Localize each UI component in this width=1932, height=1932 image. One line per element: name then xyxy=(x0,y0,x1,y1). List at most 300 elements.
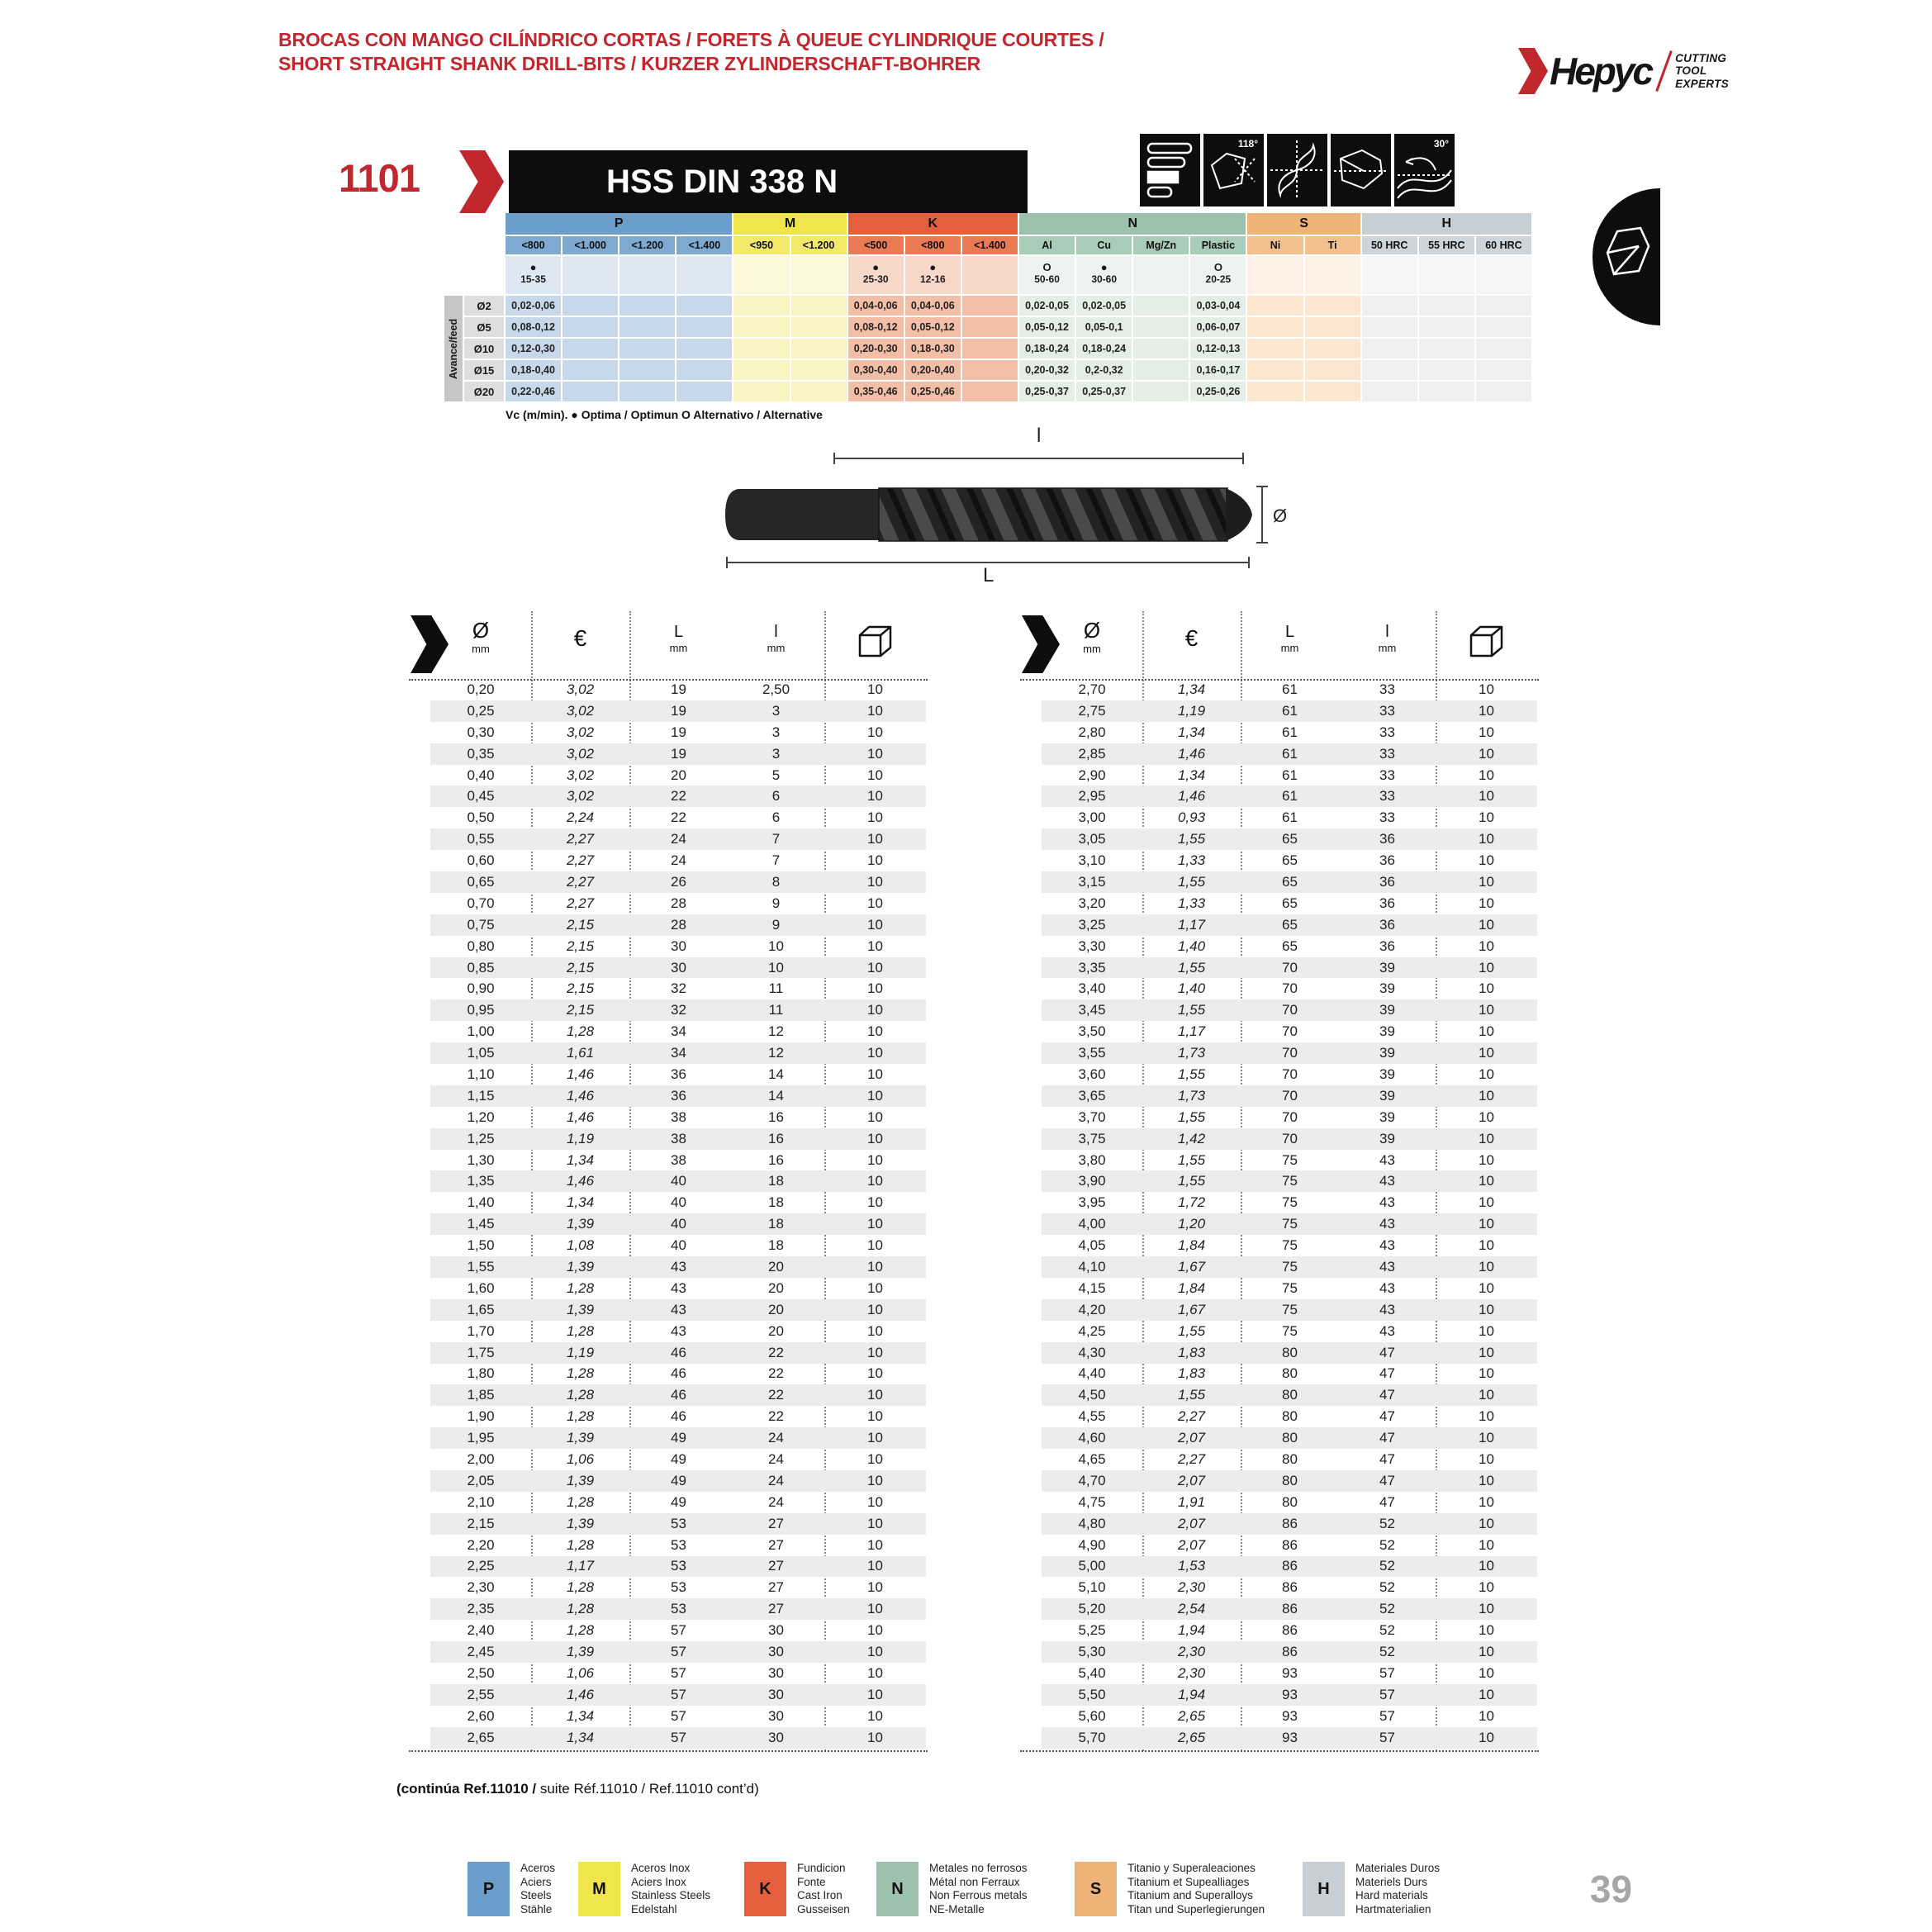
pack-qty-cell: 10 xyxy=(1479,1279,1494,1296)
feed-value-cell xyxy=(791,360,847,380)
table-row xyxy=(1042,1021,1537,1042)
pack-qty-cell: 10 xyxy=(867,1066,883,1082)
helix-angle-label: 30° xyxy=(1433,138,1449,150)
total-length-cell: 46 xyxy=(671,1365,686,1382)
feed-value-cell: 0,35-0,46 xyxy=(848,382,904,401)
feed-value-cell xyxy=(1247,360,1303,380)
price-cell: 1,83 xyxy=(1177,1344,1206,1360)
diameter-cell: 1,75 xyxy=(467,1344,495,1360)
material-group-header: K xyxy=(848,213,1018,235)
price-cell: 1,39 xyxy=(566,1515,595,1531)
feed-value-cell: 0,25-0,37 xyxy=(1019,382,1075,401)
diameter-cell: 4,80 xyxy=(1078,1515,1106,1531)
feed-value-cell xyxy=(563,317,618,337)
pack-qty-cell: 10 xyxy=(867,1601,883,1617)
spacer xyxy=(444,256,504,294)
price-cell: 1,06 xyxy=(566,1451,595,1467)
table-row xyxy=(1042,1150,1537,1171)
pack-qty-cell: 10 xyxy=(867,1493,883,1510)
vc-cell xyxy=(676,256,732,294)
param-subheader: 55 HRC xyxy=(1419,236,1474,254)
price-cell: 1,73 xyxy=(1177,1045,1206,1061)
flute-length-cell: 9 xyxy=(771,916,781,933)
flute-length-cell: 33 xyxy=(1379,681,1395,697)
page-title-line2: SHORT STRAIGHT SHANK DRILL-BITS / KURZER ZYLINDERSCHAFT-BOHRER xyxy=(278,53,981,74)
diameter-cell: 2,45 xyxy=(467,1644,495,1660)
feed-value-cell xyxy=(1133,360,1189,380)
feed-value-cell: 0,18-0,24 xyxy=(1019,339,1075,358)
param-subheader: <1.000 xyxy=(563,236,618,254)
table-row xyxy=(1042,743,1537,765)
diameter-cell: 3,75 xyxy=(1078,1130,1106,1146)
pack-qty-cell: 10 xyxy=(1479,681,1494,697)
feed-value-cell xyxy=(1476,339,1531,358)
diameter-cell: 3,20 xyxy=(1078,895,1106,911)
flute-length-cell: 27 xyxy=(768,1515,784,1531)
table-row xyxy=(1042,1706,1537,1727)
feed-value-cell xyxy=(1133,317,1189,337)
param-subheader: Ti xyxy=(1305,236,1360,254)
pack-qty-cell: 10 xyxy=(1479,895,1494,911)
table-row xyxy=(430,1256,926,1278)
diameter-cell: 3,35 xyxy=(1078,959,1106,975)
table-row xyxy=(430,1128,926,1150)
table-row xyxy=(430,1107,926,1128)
flute-length-cell: 9 xyxy=(771,895,781,911)
feed-value-cell xyxy=(563,296,618,316)
table-row xyxy=(1042,1535,1537,1556)
diameter-cell: 0,80 xyxy=(467,938,495,954)
pack-qty-cell: 10 xyxy=(867,873,883,890)
price-cell: 1,19 xyxy=(566,1130,595,1146)
flute-length-cell: 47 xyxy=(1379,1408,1395,1425)
table-row xyxy=(430,1406,926,1427)
feed-value-cell xyxy=(1133,339,1189,358)
pack-qty-cell: 10 xyxy=(867,767,883,783)
price-cell: 3,02 xyxy=(566,745,595,762)
flute-length-cell: 18 xyxy=(768,1216,784,1232)
flute-length-cell: 16 xyxy=(768,1130,784,1146)
continuation-note: (continúa Ref.11010 / suite Réf.11010 / Ref.11010 cont’d) xyxy=(396,1781,759,1797)
diameter-label: Ø xyxy=(1273,506,1288,526)
table-row xyxy=(1042,1278,1537,1299)
param-subheader: <500 xyxy=(848,236,904,254)
diameter-cell: 3,95 xyxy=(1078,1194,1106,1211)
feed-value-cell xyxy=(1419,317,1474,337)
feed-value-cell xyxy=(791,339,847,358)
table-row xyxy=(430,1556,926,1578)
price-cell: 1,61 xyxy=(566,1045,595,1061)
total-length-cell: 93 xyxy=(1282,1729,1298,1745)
total-length-cell: 86 xyxy=(1282,1601,1298,1617)
price-cell: 3,02 xyxy=(566,702,595,719)
flute-length-cell: 30 xyxy=(768,1707,784,1724)
flute-length-cell: 27 xyxy=(768,1536,784,1553)
material-letter-box: K xyxy=(744,1862,786,1916)
total-length-cell: 20 xyxy=(671,767,686,783)
table-row xyxy=(1042,1556,1537,1578)
table-row xyxy=(1042,1042,1537,1064)
table-row xyxy=(430,1150,926,1171)
diameter-cell: 3,25 xyxy=(1078,916,1106,933)
flute-length-cell: 18 xyxy=(768,1173,784,1189)
price-cell: 1,20 xyxy=(1177,1216,1206,1232)
vc-cell: ● 12-16 xyxy=(905,256,961,294)
feed-value-cell xyxy=(563,360,618,380)
total-length-cell: 75 xyxy=(1282,1216,1298,1232)
diameter-cell: 0,30 xyxy=(467,724,495,740)
diameter-cell: 1,05 xyxy=(467,1045,495,1061)
pack-qty-cell: 10 xyxy=(1479,1622,1494,1639)
feed-value-cell xyxy=(1476,360,1531,380)
pack-qty-cell: 10 xyxy=(867,1344,883,1360)
diameter-cell: 3,45 xyxy=(1078,1002,1106,1018)
material-letter-box: S xyxy=(1075,1862,1117,1916)
pack-qty-cell: 10 xyxy=(867,1472,883,1488)
diameter-cell: 3,50 xyxy=(1078,1023,1106,1040)
pack-qty-cell: 10 xyxy=(867,852,883,869)
helix-angle-30-icon xyxy=(1394,134,1455,206)
flute-length-cell: 39 xyxy=(1379,1002,1395,1018)
flute-length-cell: 39 xyxy=(1379,959,1395,975)
vc-cell xyxy=(1305,256,1360,294)
feed-value-cell xyxy=(1362,317,1417,337)
table-row xyxy=(1042,1170,1537,1192)
pack-qty-cell: 10 xyxy=(867,1430,883,1446)
table-row xyxy=(430,807,926,828)
param-subheader: Mg/Zn xyxy=(1133,236,1189,254)
price-cell: 1,28 xyxy=(566,1601,595,1617)
feed-value-cell xyxy=(733,382,789,401)
diameter-row-label: Ø20 xyxy=(464,382,504,401)
total-length-cell: 30 xyxy=(671,959,686,975)
table-row xyxy=(430,1449,926,1470)
flute-length-cell: 20 xyxy=(768,1279,784,1296)
diameter-cell: 0,40 xyxy=(467,767,495,783)
diameter-cell: 1,65 xyxy=(467,1301,495,1317)
pack-qty-cell: 10 xyxy=(1479,1536,1494,1553)
total-length-cell: 43 xyxy=(671,1322,686,1339)
pack-qty-cell: 10 xyxy=(867,1045,883,1061)
price-cell: 1,46 xyxy=(566,1066,595,1082)
feed-value-cell: 0,20-0,40 xyxy=(905,360,961,380)
table-row xyxy=(430,999,926,1021)
price-cell: 1,19 xyxy=(1177,702,1206,719)
total-length-cell: 19 xyxy=(671,724,686,740)
total-length-cell: 86 xyxy=(1282,1622,1298,1639)
price-cell: 1,34 xyxy=(566,1194,595,1211)
price-cell: 1,55 xyxy=(1177,1322,1206,1339)
material-names: Metales no ferrosos Métal non Ferraux Non Ferrous metals NE-Metalle xyxy=(929,1862,1028,1915)
pack-qty-cell: 10 xyxy=(1479,873,1494,890)
diameter-cell: 1,25 xyxy=(467,1130,495,1146)
price-cell: 2,15 xyxy=(566,1002,595,1018)
flute-length-cell: 52 xyxy=(1379,1644,1395,1660)
pack-qty-cell: 10 xyxy=(1479,1644,1494,1660)
total-length-cell: 53 xyxy=(671,1579,686,1596)
total-length-cell: 65 xyxy=(1282,873,1298,890)
total-length-cell: 36 xyxy=(671,1066,686,1082)
price-cell: 0,93 xyxy=(1177,809,1206,826)
table-row xyxy=(1042,1406,1537,1427)
total-length-cell: 40 xyxy=(671,1173,686,1189)
pack-qty-cell: 10 xyxy=(867,1002,883,1018)
table-row xyxy=(1042,871,1537,893)
pack-qty-cell: 10 xyxy=(1479,1173,1494,1189)
price-cell: 1,33 xyxy=(1177,895,1206,911)
total-length-cell: 70 xyxy=(1282,1002,1298,1018)
total-length-cell: 75 xyxy=(1282,1173,1298,1189)
product-ref: 1101 xyxy=(339,156,420,200)
drill-point-icon xyxy=(1331,134,1391,206)
diameter-cell: 5,00 xyxy=(1078,1558,1106,1574)
flute-length-cell: 47 xyxy=(1379,1430,1395,1446)
point-angle-118-icon xyxy=(1203,134,1264,206)
feed-value-cell xyxy=(1305,360,1360,380)
material-names: Aceros Aciers Steels Stähle xyxy=(520,1862,556,1915)
price-cell: 1,46 xyxy=(566,1173,595,1189)
price-cell: 1,55 xyxy=(1177,1108,1206,1125)
diameter-cell: 5,50 xyxy=(1078,1686,1106,1702)
pack-qty-cell: 10 xyxy=(867,1023,883,1040)
total-length-cell: 75 xyxy=(1282,1279,1298,1296)
feed-value-cell: 0,05-0,12 xyxy=(905,317,961,337)
material-legend-item xyxy=(1075,1862,1265,1916)
total-length-cell: 49 xyxy=(671,1430,686,1446)
price-cell: 1,39 xyxy=(566,1258,595,1275)
package-box-icon xyxy=(857,624,895,659)
price-cell: 2,27 xyxy=(1177,1408,1206,1425)
pack-qty-cell: 10 xyxy=(1479,980,1494,997)
total-length-cell: 19 xyxy=(671,681,686,697)
flute-length-cell: 22 xyxy=(768,1344,784,1360)
flute-length-cell: 39 xyxy=(1379,980,1395,997)
flute-length-cell: 20 xyxy=(768,1301,784,1317)
price-cell: 3,02 xyxy=(566,767,595,783)
table-row xyxy=(1042,1321,1537,1342)
pack-qty-cell: 10 xyxy=(867,1515,883,1531)
flute-length-cell: 24 xyxy=(768,1472,784,1488)
diameter-cell: 2,85 xyxy=(1078,745,1106,762)
vc-cell xyxy=(1247,256,1303,294)
diameter-cell: 3,40 xyxy=(1078,980,1106,997)
price-cell: 1,34 xyxy=(566,1729,595,1745)
diameter-cell: 4,55 xyxy=(1078,1408,1106,1425)
pack-qty-cell: 10 xyxy=(867,809,883,826)
total-length-cell: 36 xyxy=(671,1087,686,1104)
diameter-cell: 3,10 xyxy=(1078,852,1106,869)
table-row xyxy=(430,1384,926,1406)
total-length-cell: 70 xyxy=(1282,1023,1298,1040)
logo-chevron-icon xyxy=(1518,48,1548,94)
price-cell: 1,28 xyxy=(566,1023,595,1040)
pack-qty-cell: 10 xyxy=(867,1087,883,1104)
feed-value-cell: 0,06-0,07 xyxy=(1190,317,1246,337)
flute-length-cell: 39 xyxy=(1379,1045,1395,1061)
pack-qty-cell: 10 xyxy=(1479,1579,1494,1596)
price-cell: 1,34 xyxy=(566,1707,595,1724)
total-length-cell: 57 xyxy=(671,1622,686,1639)
diameter-cell: 4,75 xyxy=(1078,1493,1106,1510)
table-row xyxy=(430,722,926,743)
diameter-row-label: Ø2 xyxy=(464,296,504,316)
material-names: Materiales Duros Materiels Durs Hard materials Hartmaterialien xyxy=(1355,1862,1441,1915)
feed-value-cell xyxy=(733,317,789,337)
flute-length-cell: 24 xyxy=(768,1493,784,1510)
tech-icons-row xyxy=(1140,134,1455,206)
table-row xyxy=(430,1577,926,1598)
total-length-cell: 75 xyxy=(1282,1301,1298,1317)
flute-length-cell: 18 xyxy=(768,1194,784,1211)
pack-qty-cell: 10 xyxy=(867,1686,883,1702)
feed-value-cell xyxy=(962,339,1018,358)
flute-length-cell: 30 xyxy=(768,1622,784,1639)
diameter-cell: 4,60 xyxy=(1078,1430,1106,1446)
pack-qty-cell: 10 xyxy=(867,1451,883,1467)
price-cell: 1,67 xyxy=(1177,1301,1206,1317)
diameter-cell: 5,70 xyxy=(1078,1729,1106,1745)
table-row xyxy=(430,1706,926,1727)
total-length-cell: 61 xyxy=(1282,745,1298,762)
diameter-cell: 3,30 xyxy=(1078,938,1106,954)
flute-length-cell: 47 xyxy=(1379,1472,1395,1488)
flute-length-cell: 3 xyxy=(771,702,781,719)
diameter-dimension xyxy=(1256,487,1268,543)
pack-qty-cell: 10 xyxy=(1479,1322,1494,1339)
feed-value-cell: 0,16-0,17 xyxy=(1190,360,1246,380)
table-row xyxy=(430,1620,926,1641)
flute-length-cell: 22 xyxy=(768,1365,784,1382)
price-cell: 1,91 xyxy=(1177,1493,1206,1510)
table-row xyxy=(1042,1384,1537,1406)
total-length-cell: 57 xyxy=(671,1729,686,1745)
table-row xyxy=(430,1235,926,1256)
pack-qty-cell: 10 xyxy=(867,1237,883,1254)
feed-value-cell xyxy=(1362,296,1417,316)
material-legend-item xyxy=(1303,1862,1440,1916)
feed-value-cell: 0,25-0,37 xyxy=(1076,382,1132,401)
price-cell: 2,15 xyxy=(566,980,595,997)
table-row xyxy=(1042,786,1537,807)
feed-value-cell: 0,02-0,05 xyxy=(1076,296,1132,316)
pack-qty-cell: 10 xyxy=(1479,1408,1494,1425)
flute-length-cell: 6 xyxy=(771,809,781,826)
total-length-cell: 86 xyxy=(1282,1515,1298,1531)
feed-value-cell: 0,18-0,24 xyxy=(1076,339,1132,358)
flute-length-cell: 33 xyxy=(1379,809,1395,826)
material-group-header: N xyxy=(1019,213,1246,235)
diameter-row-label: Ø5 xyxy=(464,317,504,337)
pack-qty-cell: 10 xyxy=(1479,1729,1494,1745)
feed-value-cell: 0,18-0,30 xyxy=(905,339,961,358)
diameter-cell: 4,70 xyxy=(1078,1472,1106,1488)
diameter-cell: 1,15 xyxy=(467,1087,495,1104)
material-group-header: H xyxy=(1362,213,1531,235)
diameter-cell: 1,85 xyxy=(467,1387,495,1403)
flute-length-cell: 43 xyxy=(1379,1173,1395,1189)
pack-qty-cell: 10 xyxy=(867,1622,883,1639)
flute-length-cell: 18 xyxy=(768,1237,784,1254)
total-length-cell: 80 xyxy=(1282,1344,1298,1360)
flute-length-cell: 36 xyxy=(1379,852,1395,869)
price-cell: 2,65 xyxy=(1177,1707,1206,1724)
diameter-cell: 2,65 xyxy=(467,1729,495,1745)
table-row xyxy=(430,828,926,850)
price-cell: 1,28 xyxy=(566,1365,595,1382)
total-length-cell: 57 xyxy=(671,1664,686,1681)
vc-cell xyxy=(1419,256,1474,294)
flute-cross-section-icon xyxy=(1267,134,1327,206)
table-row xyxy=(430,765,926,786)
pack-qty-cell: 10 xyxy=(867,1151,883,1168)
feed-value-cell xyxy=(619,360,675,380)
feed-value-cell: 0,25-0,46 xyxy=(905,382,961,401)
pack-qty-cell: 10 xyxy=(1479,1066,1494,1082)
diameter-cell: 0,25 xyxy=(467,702,495,719)
table-row xyxy=(430,1342,926,1364)
pack-qty-column-header xyxy=(824,624,926,663)
flute-length-cell: 57 xyxy=(1379,1664,1395,1681)
diameter-cell: 0,95 xyxy=(467,1002,495,1018)
price-cell: 1,19 xyxy=(566,1344,595,1360)
flute-length-cell: 39 xyxy=(1379,1130,1395,1146)
pack-qty-cell: 10 xyxy=(1479,1023,1494,1040)
table-row xyxy=(430,1042,926,1064)
vc-cell: ● 25-30 xyxy=(848,256,904,294)
diameter-cell: 5,60 xyxy=(1078,1707,1106,1724)
price-cell: 2,27 xyxy=(566,852,595,869)
table-row xyxy=(430,1170,926,1192)
feed-value-cell xyxy=(676,360,732,380)
total-length-cell: 80 xyxy=(1282,1451,1298,1467)
flute-length-cell: 12 xyxy=(768,1045,784,1061)
diameter-cell: 0,70 xyxy=(467,895,495,911)
price-cell: 1,28 xyxy=(566,1279,595,1296)
diameter-cell: 0,60 xyxy=(467,852,495,869)
feed-value-cell xyxy=(563,382,618,401)
flute-length-cell: 33 xyxy=(1379,788,1395,805)
pack-qty-cell: 10 xyxy=(867,1707,883,1724)
feed-value-cell xyxy=(1419,382,1474,401)
diameter-cell: 5,20 xyxy=(1078,1601,1106,1617)
diameter-cell: 4,65 xyxy=(1078,1451,1106,1467)
table-row xyxy=(1042,1641,1537,1663)
pack-qty-cell: 10 xyxy=(1479,1045,1494,1061)
table-row xyxy=(1042,978,1537,999)
vc-cell: O 20-25 xyxy=(1190,256,1246,294)
pack-qty-cell: 10 xyxy=(1479,1237,1494,1254)
diameter-cell: 0,65 xyxy=(467,873,495,890)
param-table-grid xyxy=(444,213,1531,401)
feed-value-cell xyxy=(1133,382,1189,401)
flute-length-label: l xyxy=(1037,425,1042,447)
table-row xyxy=(1042,999,1537,1021)
total-length-cell: 65 xyxy=(1282,895,1298,911)
table-row xyxy=(1042,893,1537,914)
diameter-cell: 4,40 xyxy=(1078,1365,1106,1382)
total-length-cell: 57 xyxy=(671,1707,686,1724)
flute-length-cell: 43 xyxy=(1379,1194,1395,1211)
feed-value-cell xyxy=(962,317,1018,337)
price-rows xyxy=(430,679,926,1749)
table-row xyxy=(430,1535,926,1556)
param-subheader: Cu xyxy=(1076,236,1132,254)
table-row xyxy=(430,1364,926,1385)
diameter-cell: 4,20 xyxy=(1078,1301,1106,1317)
flute-length-cell: 57 xyxy=(1379,1707,1395,1724)
price-cell: 1,28 xyxy=(566,1622,595,1639)
flute-length-cell: 36 xyxy=(1379,916,1395,933)
